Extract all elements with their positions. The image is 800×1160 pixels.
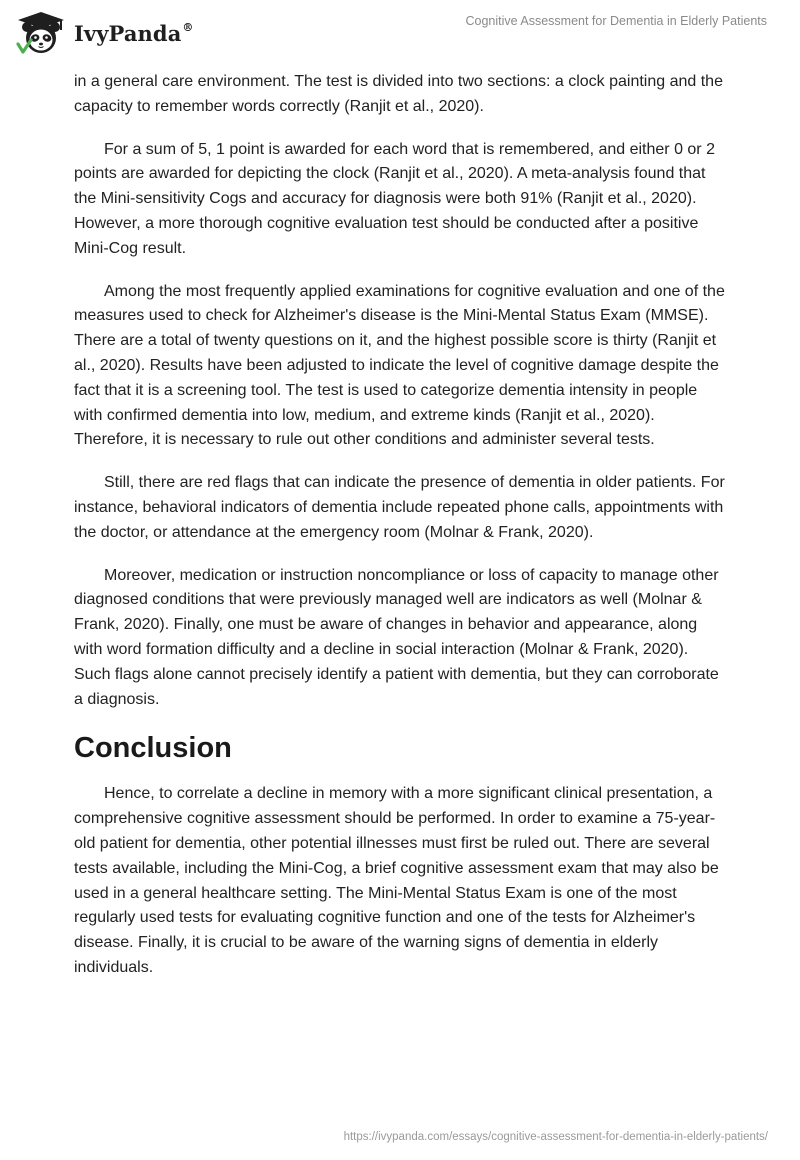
- paragraph-3: Among the most frequently applied examinations for cognitive evaluation and one of the measures used to check for Alzheimer's disease is the Mini-Mental Status Exam (MMSE). There are a total of twenty questions on it, and the highest possible score is thirty (Ranjit et al., 2020). Results have been adjusted to indicate the level of cognitive damage despite the fact that it is a screening tool. The test is used to categorize dementia intensity in people with confirmed dementia into low, medium, and extreme kinds (Ranjit et al., 2020). Therefore, it is necessary to rule out other conditions and administer several tests.: [74, 282, 725, 449]
- conclusion-heading: Conclusion: [74, 732, 232, 765]
- brand-name: IvyPanda®: [74, 20, 194, 46]
- paragraph-1: in a general care environment. The test is divided into two sections: a clock painting and the capacity to remember words correctly (Ranjit et al., 2020).: [74, 73, 723, 115]
- page-header: [0, 0, 800, 68]
- panda-graduate-icon: [14, 10, 68, 56]
- document-title: Cognitive Assessment for Dementia in Elderly Patients: [465, 14, 767, 28]
- essay-body: [74, 70, 726, 999]
- paragraph-6: Hence, to correlate a decline in memory with a more significant clinical presentation, a comprehensive cognitive assessment should be performed. In order to examine a 75-year-old patient for dementia, other potential illnesses must first be ruled out. There are several tests available, including the Mini-Cog, a brief cognitive assessment exam that may also be used in a general healthcare setting. The Mini-Mental Status Exam is one of the most regularly used tests for evaluating cognitive function and one of the tests for Alzheimer's disease. Finally, it is crucial to be aware of the warning signs of dementia in elderly individuals.: [74, 785, 719, 976]
- paragraph-5: Moreover, medication or instruction noncompliance or loss of capacity to manage other diagnosed conditions that were previously managed well are indicators as well (Molnar & Frank, 2020). Finally, one must be aware of changes in behavior and appearance, along with word formation difficulty and a decline in social interaction (Molnar & Frank, 2020). Such flags alone cannot precisely identify a patient with dementia, but they can corroborate a diagnosis.: [74, 566, 719, 708]
- source-url[interactable]: https://ivypanda.com/essays/cognitive-assessment-for-dementia-in-elderly-patients/: [343, 1131, 768, 1143]
- paragraph-2: For a sum of 5, 1 point is awarded for each word that is remembered, and either 0 or 2 points are awarded for depicting the clock (Ranjit et al., 2020). A meta-analysis found that the Mini-sensitivity Cogs and accuracy for diagnosis were both 91% (Ranjit et al., 2020). However, a more thorough cognitive evaluation test should be conducted after a positive Mini-Cog result.: [74, 140, 715, 257]
- brand-logo[interactable]: [14, 8, 194, 58]
- paragraph-4: Still, there are red flags that can indicate the presence of dementia in older patients. For instance, behavioral indicators of dementia include repeated phone calls, appointments with the doctor, or attendance at the emergency room (Molnar & Frank, 2020).: [74, 474, 725, 541]
